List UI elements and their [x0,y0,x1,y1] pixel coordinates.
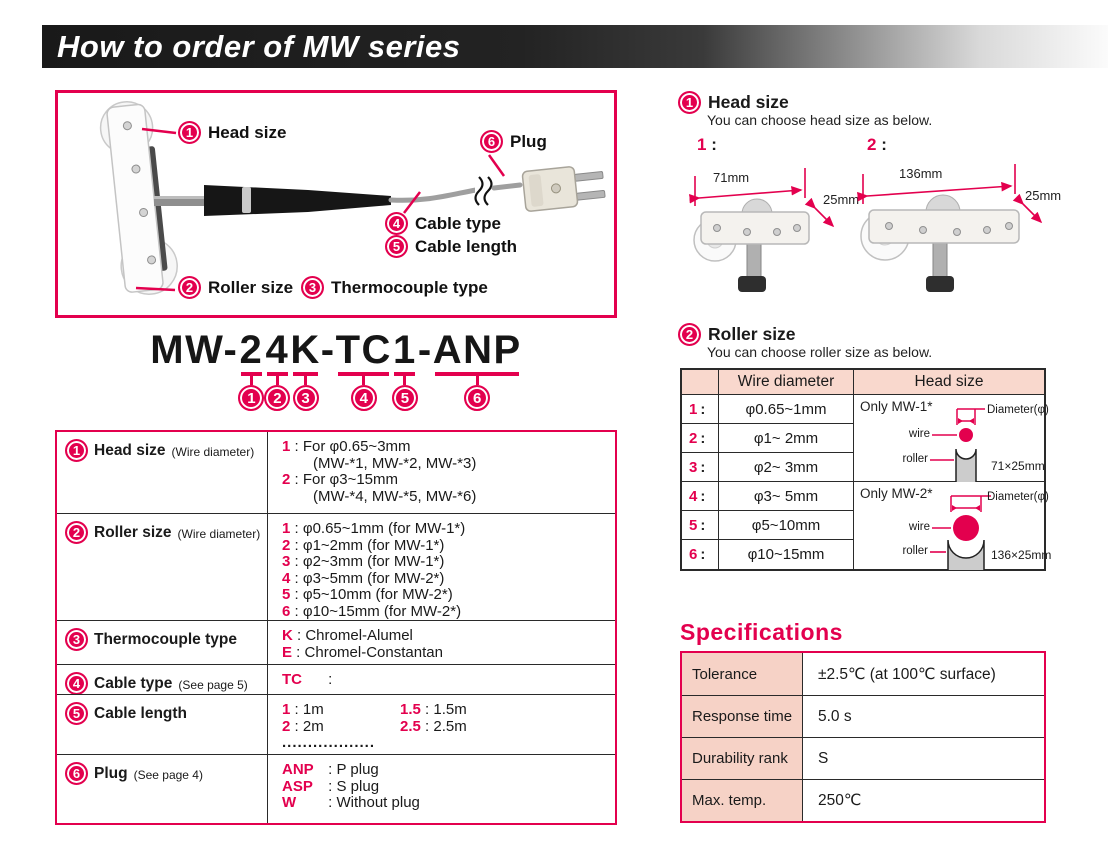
order-option-line [282,538,611,555]
roller-table-header-head: Head size [854,370,1044,395]
order-option-line [282,571,611,588]
order-option: E : Chromel-Constantan [282,643,443,661]
head-group-title: Only MW-2* [860,486,933,501]
order-option-line [282,456,611,473]
specifications-table [680,651,1046,823]
roller-head-size-group-mw2 [854,482,1052,569]
roller-row-num: 2 : [682,424,719,453]
spec-value: S [818,749,829,767]
order-option: 2 : φ1~2mm (for MW-1*) [282,536,445,554]
callout-head-size [178,121,286,144]
plug-drawing [522,163,606,211]
order-option-line [282,645,611,662]
model-segment-text: 2 [239,328,264,372]
order-option: ANP : P plug [282,761,379,778]
roller-size-table [680,368,1052,571]
order-option: K : Chromel-Alumel [282,627,413,644]
order-row-label: Roller size [94,524,172,541]
order-row-thermocouple-type [57,620,615,664]
order-option-line [282,719,611,736]
model-segment-text: 1 [393,328,417,372]
head-size-section-heading [678,91,789,114]
model-segment-badge: 4 [351,385,377,411]
order-option-code: 1 [282,438,291,455]
model-segment [392,330,418,411]
order-option-line [282,628,611,645]
order-option: 3 : φ2~3mm (for MW-1*) [282,553,445,570]
callout-2-label: Roller size [208,277,294,297]
order-row-note: (Wire diameter) [177,527,261,541]
order-option: 1 : φ0.65~1mm (for MW-1*) [282,520,466,537]
order-option-line [282,489,611,506]
head-item-1-label: 1 : [697,135,717,154]
spec-row-max-temp- [682,779,1044,821]
model-segment-text: ANP [432,328,522,372]
order-row-label-cell [57,432,268,513]
spec-value: 5.0 s [818,707,852,725]
roller-row-wire-diameter: φ1~ 2mm [719,424,854,453]
diameter-label: Diameter(φ) [987,404,1049,416]
order-row-badge: 1 [65,439,88,462]
spec-row-durability-rank [682,737,1044,779]
order-row-cable-length [57,694,615,754]
model-segment-stem [304,376,307,385]
model-segment-badge: 1 [238,385,264,411]
order-option-line [282,702,611,719]
order-option [282,735,375,752]
callout-3-label: Thermocouple type [331,277,488,297]
order-option: ASP : S plug [282,777,380,795]
order-row-badge: 5 [65,702,88,725]
callout-5-badge: 5 [385,235,408,258]
order-option-code: 5 [282,586,291,603]
order-option-line [282,521,611,538]
callout-plug [480,130,547,153]
wire-label: wire [908,521,930,533]
order-option-code: K [282,627,293,644]
order-option-code: ASP [282,777,313,795]
roller-size-subtext: You can choose roller size as below. [707,344,933,360]
spec-label: Durability rank [682,738,803,779]
roller-row-wire-diameter: φ10~15mm [719,540,854,569]
head-size-heading-text: Head size [708,92,789,112]
roller-label: roller [902,453,928,465]
order-option-line [282,587,611,604]
spec-label: Tolerance [682,653,803,695]
spec-value: ±2.5℃ (at 100℃ surface) [818,665,996,683]
order-option: TC : [282,671,337,688]
head-1-width-dim: 71mm [713,170,750,185]
title-bar [42,25,1108,68]
callout-4-label: Cable type [415,213,501,233]
spec-row-response-time [682,695,1044,737]
order-row-label-cell [57,621,268,664]
model-segment [238,330,264,411]
head-2-depth-dim: 25mm [1025,188,1062,203]
head-size-badge: 1 [678,91,701,114]
order-option-code: E [282,643,293,661]
order-option-code: 2.5 [400,717,421,735]
callout-cable-type [385,212,501,235]
model-segment-text: MW- [150,328,239,372]
order-row-badge: 6 [65,762,88,785]
order-option-code: 4 [282,569,291,587]
head-size-1-diagram [685,148,860,300]
order-option-code: 2 [282,471,291,488]
callout-6-badge: 6 [480,130,503,153]
callout-3-badge: 3 [301,276,324,299]
callout-4-badge: 4 [385,212,408,235]
callout-thermocouple-type [301,276,488,299]
model-segment-text: - [417,328,433,372]
model-segment-stem [476,376,479,385]
order-option [282,456,476,473]
model-code [55,330,617,411]
model-segment [433,330,522,411]
roller-row-num: 1 : [682,395,719,424]
model-segment-badge: 2 [264,385,290,411]
order-option-code: 6 [282,602,291,620]
order-option-line [282,735,611,752]
order-option: 5 : φ5~10mm (for MW-2*) [282,586,453,603]
model-segment [150,330,238,370]
roller-table-corner [682,370,719,395]
order-option-code: 1.5 [400,701,421,718]
order-row-options-cell [268,695,615,754]
order-option-line [282,472,611,489]
head-size-2-diagram [853,146,1065,302]
spec-label: Response time [682,696,803,737]
roller-row-num: 3 : [682,453,719,482]
order-options-table [55,430,617,825]
product-figure-box [55,90,617,318]
callout-roller-size [178,276,293,299]
order-option-line [282,554,611,571]
model-segment-badge: 6 [464,385,490,411]
model-segment [418,330,433,370]
roller-row-wire-diameter: φ5~10mm [719,511,854,540]
order-option-code: 3 [282,553,291,570]
model-segment-stem [276,376,279,385]
head-item-2-label: 2 : [867,135,887,154]
order-row-label: Cable type [94,675,173,692]
probe-handle [204,185,391,216]
model-segment [321,330,336,370]
order-option-code: 1 [282,701,291,718]
model-segment-stem [403,376,406,385]
order-option-code: 1 [282,520,291,537]
callout-5-label: Cable length [415,236,518,256]
callout-1-badge: 1 [178,121,201,144]
callout-2-badge: 2 [178,276,201,299]
roller-head-size-group-mw1 [854,395,1049,482]
order-row-note: (Wire diameter) [171,445,255,459]
order-option: 4 : φ3~5mm (for MW-2*) [282,569,445,587]
spec-value: 250℃ [818,792,862,809]
wire-label: wire [908,428,930,440]
order-option: 1 : For φ0.65~3mm [282,438,411,455]
order-option-code: TC [282,671,302,688]
roller-table-header-wire: Wire diameter [719,370,854,395]
order-option-continuation: (MW-*1, MW-*2, MW-*3) [313,454,477,472]
order-option-line [282,795,611,812]
model-segment [336,330,392,411]
order-row-label-cell [57,665,268,694]
order-row-cable-type [57,664,615,694]
model-segment-text: K [290,328,321,372]
model-code-block [55,330,617,411]
head-2-width-dim: 136mm [899,166,943,181]
order-row-badge: 3 [65,628,88,651]
roller-row-num: 4 : [682,482,719,511]
order-option: 2 : For φ3~15mm [282,471,399,488]
model-segment-text: TC [335,328,392,372]
order-row-options-cell [268,755,615,823]
order-row-label: Head size [94,442,166,459]
order-option: 2 : 2m [282,717,324,735]
roller-size-section-heading [678,323,796,346]
roller-row-num: 6 : [682,540,719,569]
model-segment-stem [250,376,253,385]
roller-row-num: 5 : [682,511,719,540]
order-option-line [282,779,611,796]
order-row-label: Plug [94,765,128,782]
order-row-head-size [57,432,615,513]
order-option: W : Without plug [282,794,420,811]
order-row-label-cell [57,695,268,754]
page-title: How to order of MW series [57,28,461,64]
order-option-code: 2 [282,536,291,554]
head-dimensions-label: 71×25mm [991,459,1045,473]
model-segment [290,330,320,411]
roller-row-wire-diameter: φ3~ 5mm [719,482,854,511]
model-segment-stem [362,376,365,385]
roller-row-wire-diameter: φ2~ 3mm [719,453,854,482]
order-option-code: ANP [282,761,314,778]
model-segment-text: 4 [265,328,290,372]
order-option [282,489,476,506]
order-row-roller-size [57,513,615,620]
order-row-label: Thermocouple type [94,631,237,648]
model-segment-badge: 5 [392,385,418,411]
order-option: 1.5 : 1.5m [400,701,467,718]
order-row-label: Cable length [94,705,188,722]
order-row-note: (See page 4) [133,768,203,782]
order-row-label-cell [57,514,268,620]
order-row-options-cell [268,665,615,694]
callout-1-label: Head size [208,122,287,142]
head-group-title: Only MW-1* [860,399,933,414]
roller-size-heading-text: Roller size [708,324,796,344]
order-option: 2.5 : 2.5m [400,717,467,735]
order-row-label-cell [57,755,268,823]
spec-label: Max. temp. [682,780,803,821]
continuation-dots: .................. [282,734,376,751]
order-row-note: (See page 5) [178,678,248,692]
head-size-subtext: You can choose head size as below. [707,112,933,128]
head-1-depth-dim: 25mm [823,192,860,207]
roller-label: roller [902,545,928,557]
roller-size-badge: 2 [678,323,701,346]
model-segment-badge: 3 [293,385,319,411]
cable [391,190,476,200]
order-option: 6 : φ10~15mm (for MW-2*) [282,602,462,620]
order-option-line [282,762,611,779]
callout-6-label: Plug [510,131,547,151]
head-dimensions-label: 136×25mm [991,548,1052,562]
model-segment [264,330,290,411]
model-segment-text: - [320,328,336,372]
order-row-options-cell [268,514,615,620]
order-option-line [282,672,611,689]
order-row-plug [57,754,615,823]
order-row-badge: 2 [65,521,88,544]
order-row-options-cell [268,432,615,513]
order-option-continuation: (MW-*4, MW-*5, MW-*6) [313,487,477,505]
order-option-line [282,439,611,456]
order-option-code: 2 [282,717,291,735]
diameter-label: Diameter(φ) [987,491,1049,503]
order-option-line [282,604,611,621]
order-row-badge: 4 [65,672,88,694]
order-option-code: W [282,794,297,811]
order-row-options-cell [268,621,615,664]
order-option: 1 : 1m [282,701,324,718]
callout-cable-length [385,235,517,258]
roller-row-wire-diameter: φ0.65~1mm [719,395,854,424]
specifications-heading: Specifications [680,619,843,645]
spec-row-tolerance [682,653,1044,695]
